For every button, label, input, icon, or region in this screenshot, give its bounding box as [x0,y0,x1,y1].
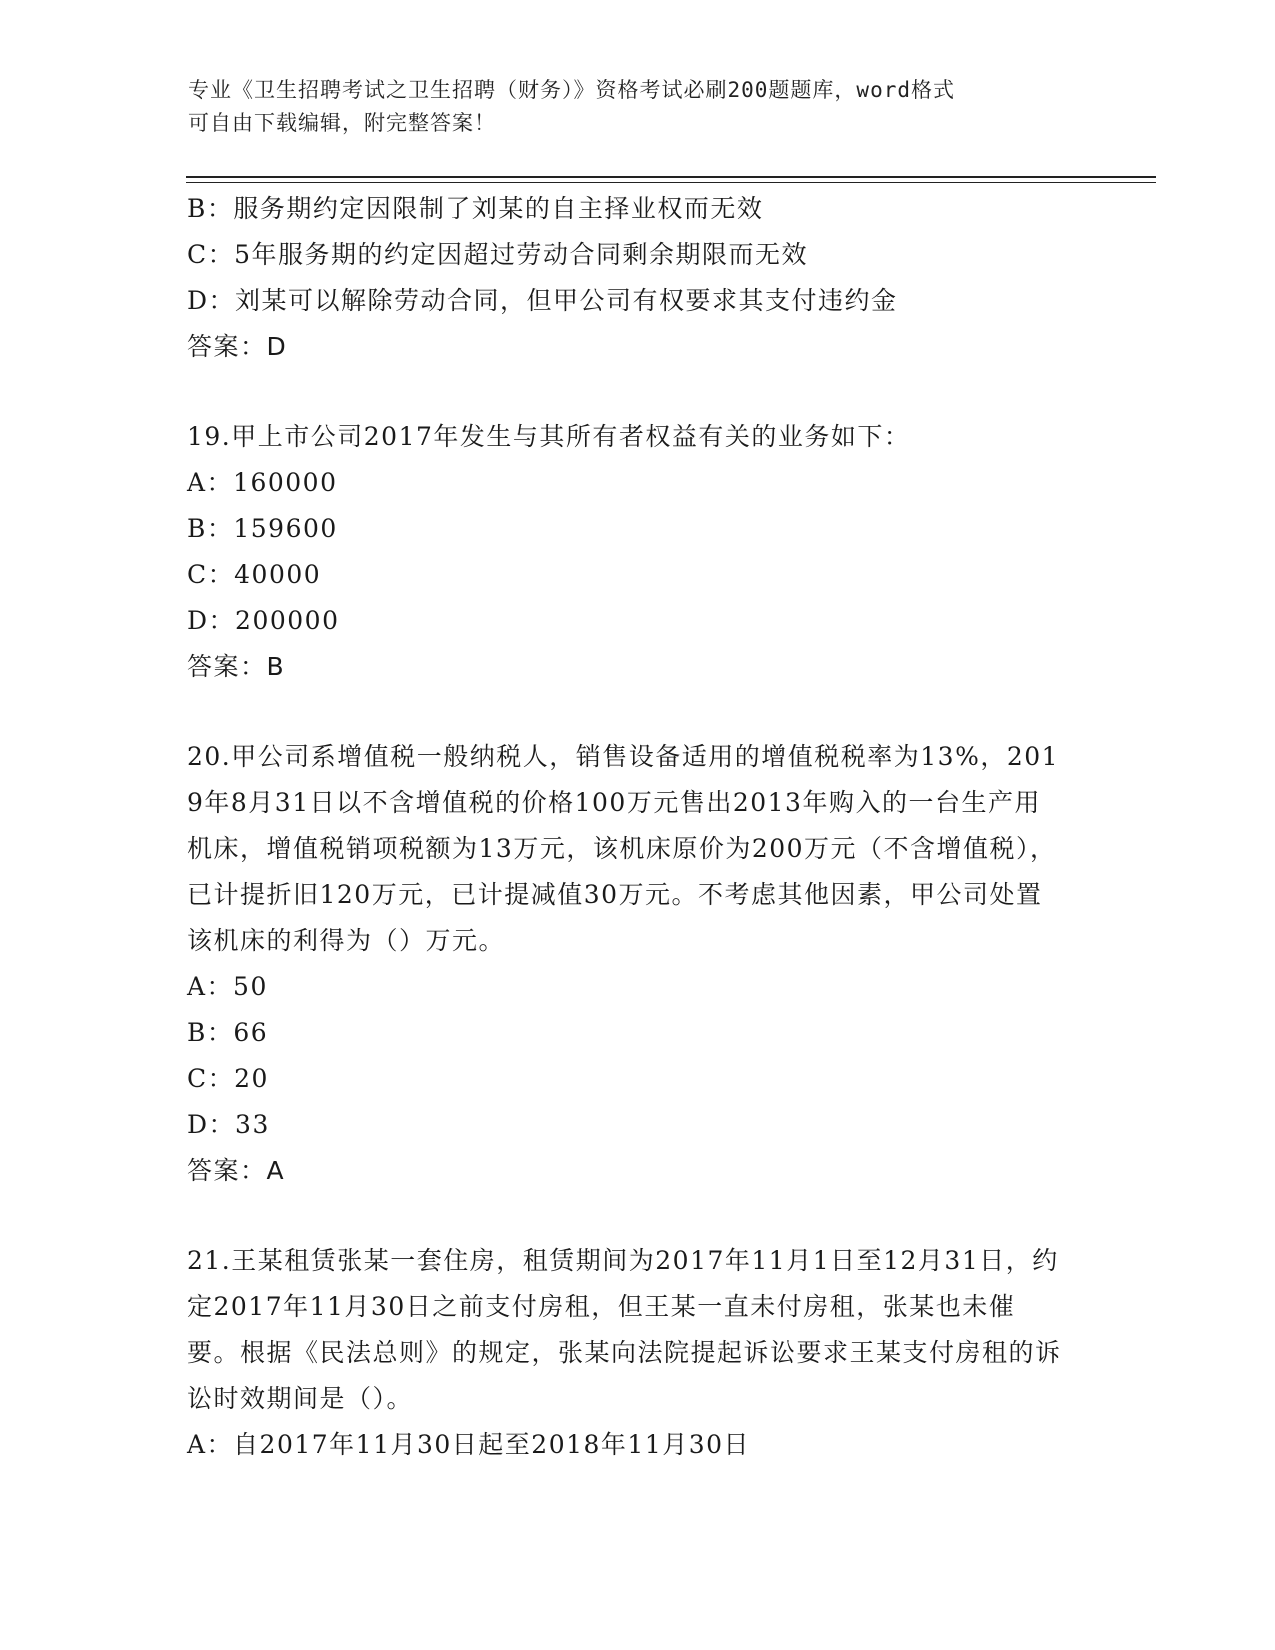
option-a: A：160000 [187,468,338,497]
header-rule-thin [186,182,1156,183]
question-stem: 20.甲公司系增值税一般纳税人，销售设备适用的增值税税率为13%，2019年8月31日以不含增值税的价格100万元售出2013年购入的一台生产用机床，增值税销项税额为13万元，该机床原价为200万元（不含增值税），已计提折旧120万元，已计提减值30万元。不考虑其他因素，甲公司处置该机床的利得为（）万元。 [187,742,1060,955]
header-line-1: 专业《卫生招聘考试之卫生招聘（财务）》资格考试必刷200题题库，word格式 [188,78,955,102]
question-21 [187,1238,1067,1468]
option-c: C：5年服务期的约定因超过劳动合同剩余期限而无效 [187,240,809,269]
option-d: D：200000 [187,606,340,635]
answer: 答案：B [187,652,286,681]
question-stem: 21.王某租赁张某一套住房，租赁期间为2017年11月1日至12月31日，约定2017年11月30日之前支付房租，但王某一直未付房租，张某也未催要。根据《民法总则》的规定，张某向法院提起诉讼要求王某支付房租的诉讼时效期间是（）。 [187,1246,1062,1413]
option-a: A：自2017年11月30日起至2018年11月30日 [187,1430,751,1459]
question-gap [187,690,1067,734]
question-18-tail [187,186,1067,370]
document-header [188,74,1068,140]
option-c: C：40000 [187,560,322,589]
option-a: A：50 [187,972,268,1001]
document-body [187,186,1067,1468]
option-b: B：66 [187,1018,269,1047]
question-gap [187,370,1067,414]
question-19 [187,414,1067,690]
question-stem: 19.甲上市公司2017年发生与其所有者权益有关的业务如下： [187,422,911,451]
option-b: B：服务期约定因限制了刘某的自主择业权而无效 [187,194,764,223]
question-gap [187,1194,1067,1238]
option-b: B：159600 [187,514,338,543]
header-rule-thick [186,176,1156,178]
answer: 答案：A [187,1156,286,1185]
header-line-2: 可自由下载编辑，附完整答案！ [188,111,496,135]
option-d: D：刘某可以解除劳动合同，但甲公司有权要求其支付违约金 [187,286,898,315]
question-20 [187,734,1067,1194]
answer: 答案：D [187,332,288,361]
option-c: C：20 [187,1064,269,1093]
option-d: D：33 [187,1110,270,1139]
